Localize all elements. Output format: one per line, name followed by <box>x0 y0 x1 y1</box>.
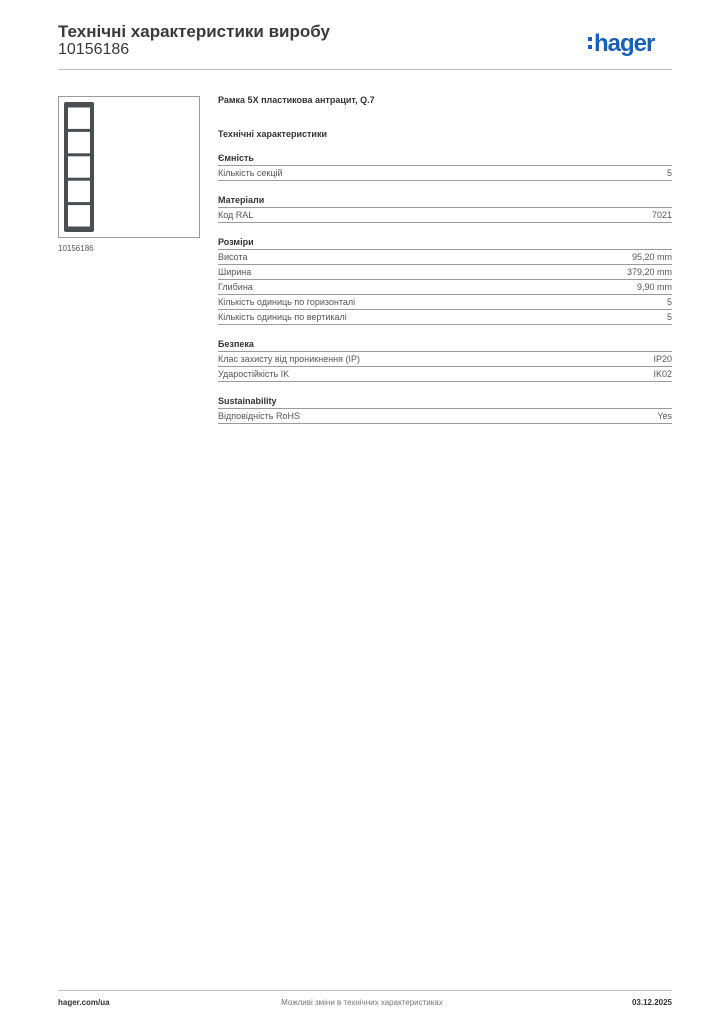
frame-opening <box>68 181 90 202</box>
footer-date: 03.12.2025 <box>631 998 672 1007</box>
product-name: Рамка 5X пластикова антрацит, Q.7 <box>218 95 375 105</box>
spec-row <box>218 265 672 280</box>
spec-value: IP20 <box>653 354 672 364</box>
spec-row <box>218 295 672 310</box>
spec-content <box>218 95 672 424</box>
image-caption: 10156186 <box>58 244 94 253</box>
spec-value: 95,20 mm <box>631 252 672 262</box>
spec-row <box>218 208 672 223</box>
spec-label: Клас захисту від проникнення (IP) <box>218 354 361 364</box>
frame-opening <box>68 205 90 226</box>
spec-row <box>218 310 672 325</box>
spec-row <box>218 280 672 295</box>
header-divider <box>58 69 672 70</box>
spec-value: 5 <box>666 297 672 307</box>
frame-5-gang-icon <box>59 97 199 237</box>
spec-value: 5 <box>666 168 672 178</box>
spec-label: Ширина <box>218 267 252 277</box>
spec-label: Кількість секцій <box>218 168 283 178</box>
product-number: 10156186 <box>58 41 130 58</box>
page-header <box>58 20 672 70</box>
section-title: Розміри <box>218 237 672 250</box>
frame-opening <box>68 156 90 177</box>
footer-website: hager.com/ua <box>58 998 110 1007</box>
spec-row <box>218 166 672 181</box>
frame-opening <box>68 108 90 129</box>
section-title: Ємність <box>218 153 672 166</box>
spec-label: Висота <box>218 252 248 262</box>
section-title: Sustainability <box>218 396 672 409</box>
spec-heading: Технічні характеристики <box>218 129 327 139</box>
footer-notice: Можливі зміни в технічних характеристиках <box>281 998 443 1007</box>
spec-label: Відповідність RoHS <box>218 411 300 421</box>
spec-value: 7021 <box>651 210 672 220</box>
spec-label: Ударостійкість IK <box>218 369 290 379</box>
footer-divider <box>58 990 672 991</box>
hager-logo <box>588 24 672 60</box>
spec-value: 5 <box>666 312 672 322</box>
spec-label: Кількість одиниць по вертикалі <box>218 312 347 322</box>
spec-row <box>218 367 672 382</box>
spec-value: 379,20 mm <box>626 267 672 277</box>
spec-label: Кількість одиниць по горизонталі <box>218 297 356 307</box>
frame-opening <box>68 132 90 153</box>
spec-sections <box>218 153 672 424</box>
spec-row <box>218 250 672 265</box>
section-title: Безпека <box>218 339 672 352</box>
spec-row <box>218 409 672 424</box>
logo-text: hager <box>594 30 655 57</box>
spec-value: IK02 <box>653 369 672 379</box>
section-title: Матеріали <box>218 195 672 208</box>
spec-row <box>218 352 672 367</box>
spec-label: Код RAL <box>218 210 254 220</box>
spec-label: Глибина <box>218 282 253 292</box>
product-image <box>58 96 200 238</box>
document-title: Технічні характеристики виробу <box>58 22 330 41</box>
spec-value: 9,90 mm <box>636 282 672 292</box>
spec-value: Yes <box>657 411 672 421</box>
